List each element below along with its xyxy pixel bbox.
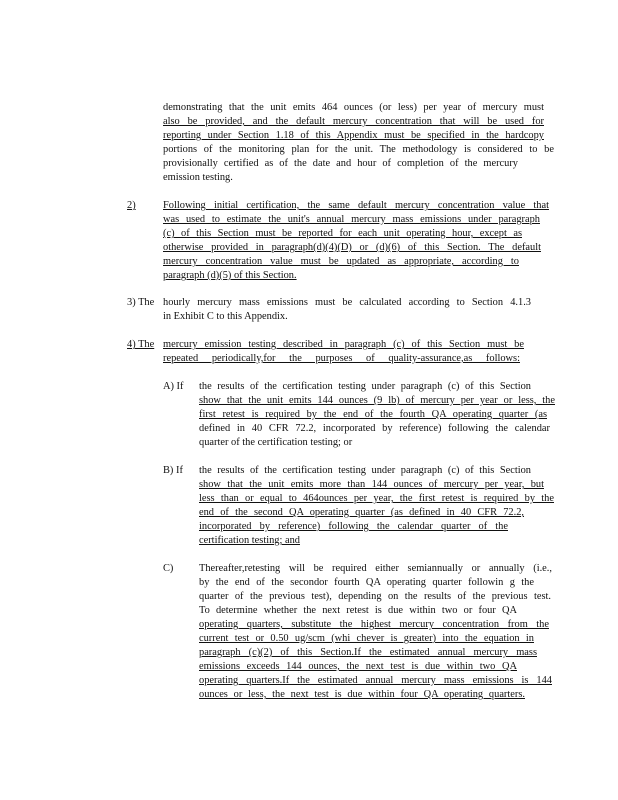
intro-line-6: emission testing. [163, 172, 233, 183]
sub-item-a-line-2: show that the unit emits 144 ounces (9 lb) of mercury per year or less, the [199, 395, 555, 406]
sub-item-c-line-6: current test or 0.50 ug/scm (whi chever is greater) into the equation in [199, 633, 534, 644]
sub-item-c-label: C) [163, 563, 174, 574]
sub-item-c-line-7: paragraph (c)(2) of this Section.If the estimated annual mercury mass [199, 647, 537, 658]
sub-item-b-line-2: show that the unit emits more than 144 ounces of mercury per year, but [199, 479, 544, 490]
item-4-line-2: repeated periodically,for the purposes of quality-assurance,as follows: [163, 353, 520, 364]
item-2-line-3: (c) of this Section must be reported for each unit operating hour, except as [163, 228, 522, 239]
sub-item-c-line-9: operating quarters.If the estimated annual mercury mass emissions is 144 [199, 675, 552, 686]
item-2-line-6: paragraph (d)(5) of this Section. [163, 270, 297, 281]
item-2-line-5: mercury concentration value must be updated as appropriate, according to [163, 256, 519, 267]
item-3-label: 3) The [127, 297, 155, 308]
sub-item-c-line-4: To determine whether the next retest is due within two or four QA [199, 605, 517, 616]
sub-item-b-line-4: end of the second QA operating quarter (as defined in 40 CFR 72.2, [199, 507, 524, 518]
intro-line-3: reporting under Section 1.18 of this Appendix must be specified in the hardcopy [163, 130, 544, 141]
sub-item-a-line-1: the results of the certification testing under paragraph (c) of this Section [199, 381, 531, 392]
sub-item-c-line-1: Thereafter,retesting will be required either semiannually or annually (i.e., [199, 563, 552, 574]
sub-item-b-line-1: the results of the certification testing under paragraph (c) of this Section [199, 465, 531, 476]
item-2-line-4: otherwise provided in paragraph(d)(4)(D) or (d)(6) of this Section. The default [163, 242, 541, 253]
sub-item-a-line-3: first retest is required by the end of the fourth QA operating quarter (as [199, 409, 547, 420]
sub-item-b-line-3: less than or equal to 464ounces per year, the first retest is required by the [199, 493, 554, 504]
intro-line-2: also be provided, and the default mercury concentration that will be used for [163, 116, 544, 127]
item-4-line-1: mercury emission testing described in paragraph (c) of this Section must be [163, 339, 524, 350]
intro-line-5: provisionally certified as of the date and hour of completion of the mercury [163, 158, 518, 169]
sub-item-c-line-2: by the end of the secondor fourth QA operating quarter followin g the [199, 577, 534, 588]
sub-item-a-line-5: quarter of the certification testing; or [199, 437, 353, 448]
sub-item-b-line-6: certification testing; and [199, 535, 300, 546]
sub-item-b-label: B) If [163, 465, 183, 476]
item-3-line-2: in Exhibit C to this Appendix. [163, 311, 288, 322]
intro-line-1: demonstrating that the unit emits 464 ounces (or less) per year of mercury must [163, 102, 544, 113]
item-3-line-1: hourly mercury mass emissions must be calculated according to Section 4.1.3 [163, 297, 531, 308]
item-4-label: 4) The [127, 339, 155, 350]
item-2-label: 2) [127, 200, 136, 211]
intro-line-4: portions of the monitoring plan for the unit. The methodology is considered to be [163, 144, 554, 155]
sub-item-b-line-5: incorporated by reference) following the calendar quarter of the [199, 521, 508, 532]
sub-item-c-line-5: operating quarters, substitute the highest mercury concentration from the [199, 619, 549, 630]
sub-item-a-label: A) If [163, 381, 184, 392]
sub-item-c-line-8: emissions exceeds 144 ounces, the next test is due within two QA [199, 661, 517, 672]
sub-item-a-line-4: defined in 40 CFR 72.2, incorporated by reference) following the calendar [199, 423, 550, 434]
item-2-line-1: Following initial certification, the same default mercury concentration value that [163, 200, 549, 211]
sub-item-c-line-3: quarter of the previous test), depending on the results of the previous test. [199, 591, 551, 602]
item-2-line-2: was used to estimate the unit's annual mercury mass emissions under paragraph [163, 214, 540, 225]
sub-item-c-line-10: ounces or less, the next test is due within four QA operating quarters. [199, 689, 525, 700]
